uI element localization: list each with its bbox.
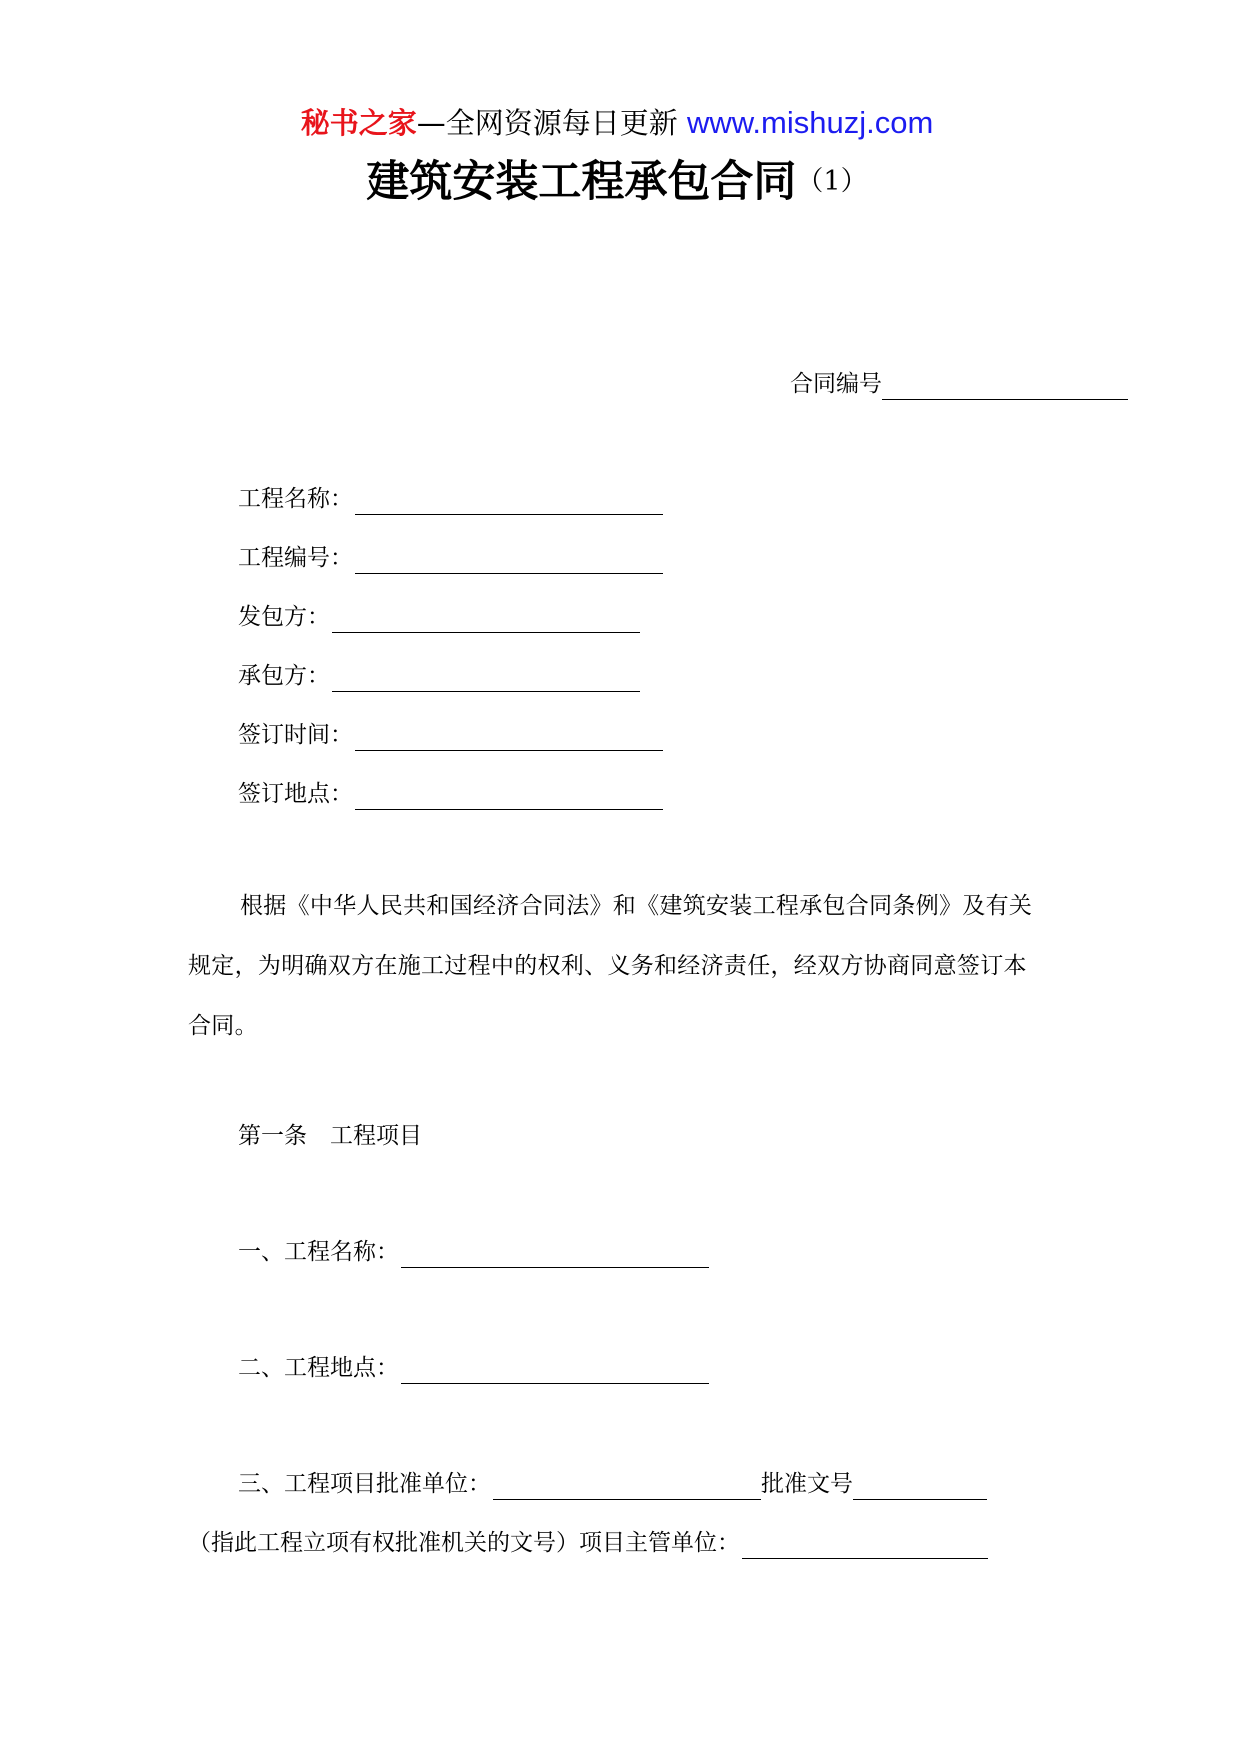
field-employer (238, 601, 640, 633)
field-label: 签订时间： (238, 722, 353, 748)
banner-tagline: —全网资源每日更新 (416, 106, 687, 140)
document-title (0, 154, 1234, 210)
article1-item2 (238, 1352, 709, 1384)
item-label: 二、工程地点： (238, 1355, 399, 1381)
field-blank[interactable] (332, 667, 640, 692)
article1-item3 (238, 1468, 987, 1500)
field-sign-date (238, 719, 663, 751)
article1-item1 (238, 1236, 709, 1268)
field-label: 发包方： (238, 604, 330, 630)
title-main: 建筑安装工程承包合同 (366, 157, 797, 207)
approval-doc-blank[interactable] (853, 1475, 987, 1500)
field-blank[interactable] (355, 490, 663, 515)
supervisor-blank[interactable] (742, 1534, 988, 1559)
item-blank[interactable] (401, 1359, 709, 1384)
preamble-paragraph: 根据《中华人民共和国经济合同法》和《建筑安装工程承包合同条例》及有关规定，为明确双方在施工过程中的权利、义务和经济责任，经双方协商同意签订本合同。 (188, 893, 1033, 1039)
banner-url[interactable]: www.mishuzj.com (686, 105, 934, 140)
contract-number-row (790, 368, 1128, 400)
article1-heading: 第一条 工程项目 (238, 1123, 422, 1149)
field-label: 工程编号： (238, 545, 353, 571)
field-project-name (238, 483, 663, 515)
field-blank[interactable] (332, 608, 640, 633)
field-label: 承包方： (238, 663, 330, 689)
field-blank[interactable] (355, 726, 663, 751)
item-blank[interactable] (493, 1475, 761, 1500)
contract-number-blank[interactable] (882, 375, 1128, 400)
approval-doc-label: 批准文号 (761, 1471, 853, 1497)
banner-brand: 秘书之家 (300, 106, 417, 140)
item-blank[interactable] (401, 1243, 709, 1268)
field-blank[interactable] (355, 785, 663, 810)
field-label: 签订地点： (238, 781, 353, 807)
title-number: （1） (796, 166, 868, 197)
field-blank[interactable] (355, 549, 663, 574)
site-banner (0, 103, 1234, 143)
field-project-number (238, 542, 663, 574)
field-contractor (238, 660, 640, 692)
note-label: （指此工程立项有权批准机关的文号）项目主管单位： (188, 1530, 740, 1556)
article1-item3-note (188, 1527, 988, 1559)
item-label: 三、工程项目批准单位： (238, 1471, 491, 1497)
item-label: 一、工程名称： (238, 1239, 399, 1265)
field-label: 工程名称： (238, 486, 353, 512)
field-sign-place (238, 778, 663, 810)
contract-number-label: 合同编号 (790, 371, 882, 397)
